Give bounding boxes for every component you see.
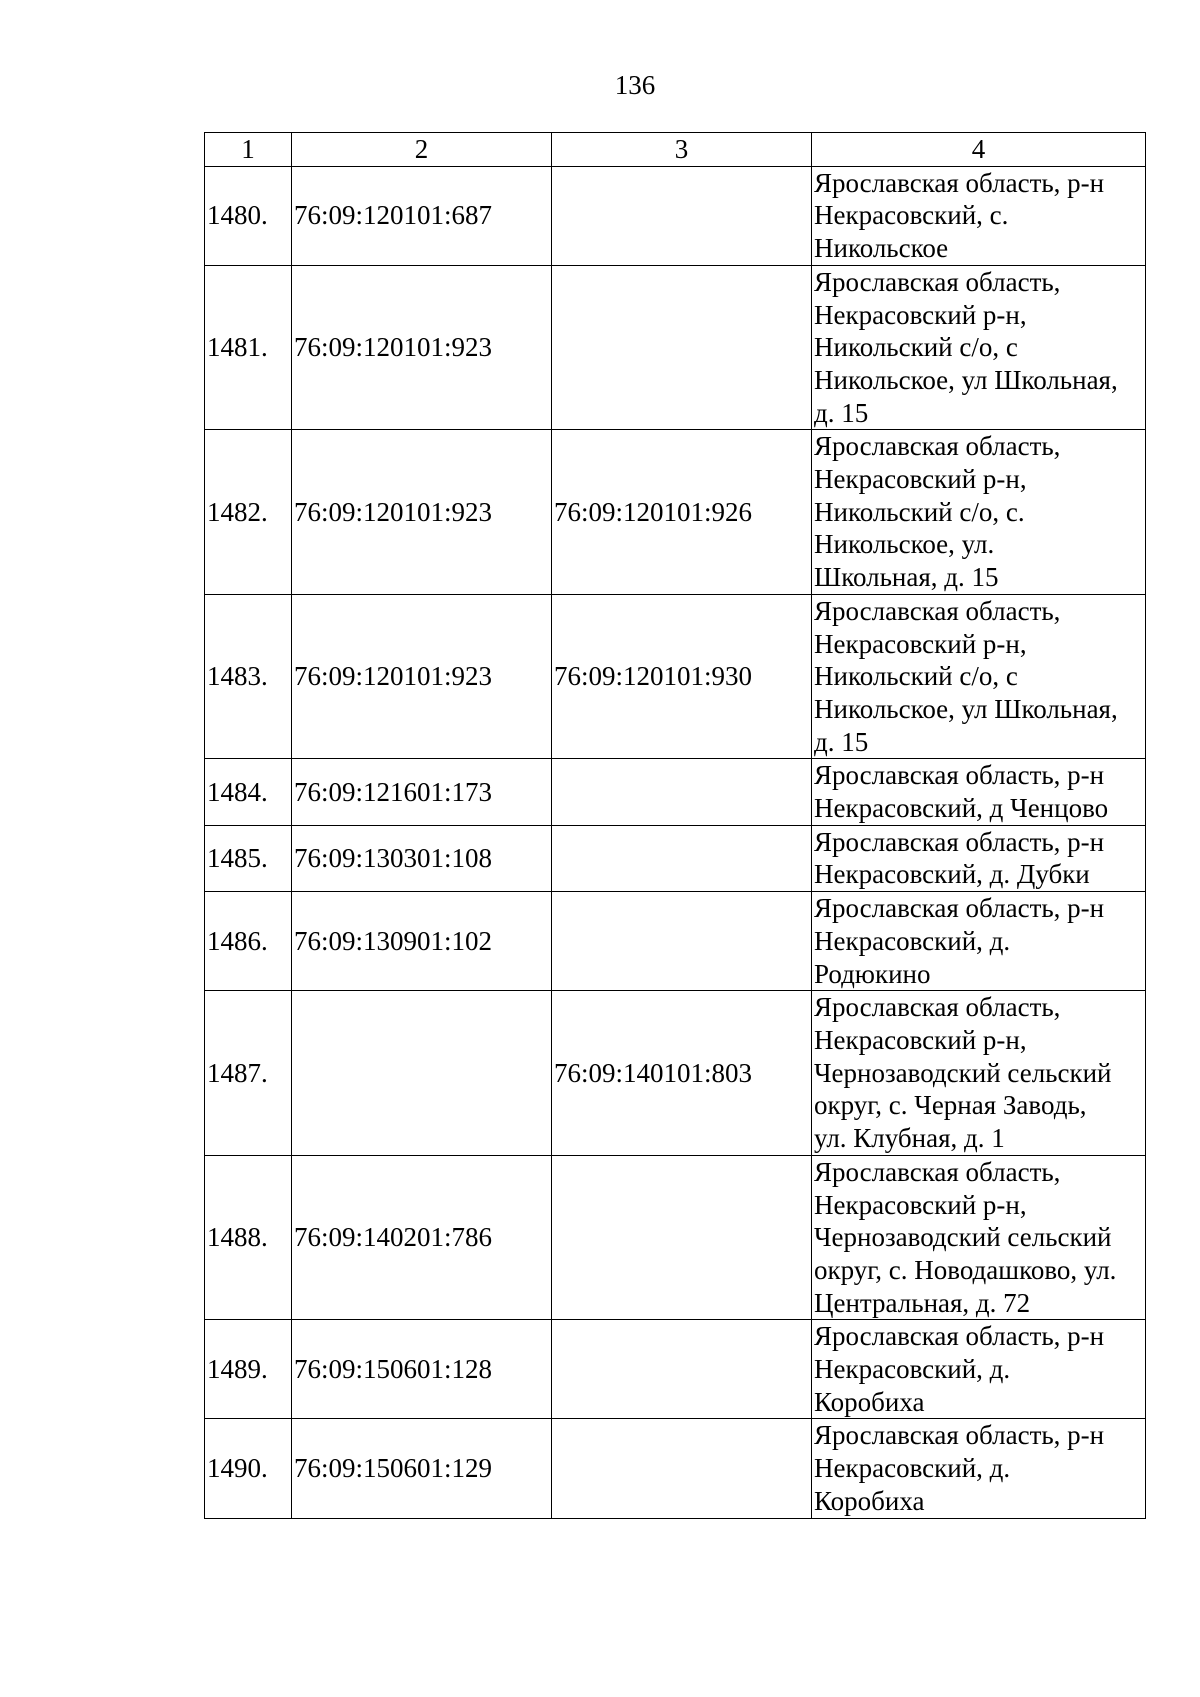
- cadastral-number-cell: 76:09:130301:108: [292, 825, 552, 891]
- address-line: округ, с. Черная Заводь,: [814, 1090, 1087, 1121]
- cadastral-number-cell: 76:09:120101:923: [292, 594, 552, 759]
- address-line: Ярославская область, р-н: [814, 1420, 1105, 1451]
- row-number-cell: 1480.: [205, 166, 292, 265]
- address-line: Чернозаводский сельский: [814, 1057, 1112, 1088]
- table-row: [205, 759, 1146, 825]
- table-row: [205, 430, 1146, 595]
- table-row: [205, 991, 1146, 1156]
- address-line: Чернозаводский сельский: [814, 1222, 1112, 1253]
- address-line: Ярославская область, р-н: [814, 1321, 1105, 1352]
- cadastral-number-cell: 76:09:120101:923: [292, 265, 552, 430]
- address-line: округ, с. Новодашково, ул.: [814, 1254, 1117, 1285]
- address-line: Никольский с/о, с.: [814, 496, 1025, 527]
- row-number-cell: 1482.: [205, 430, 292, 595]
- address-line: д. 15: [814, 397, 869, 428]
- row-number-cell: 1483.: [205, 594, 292, 759]
- address-line: Школьная, д. 15: [814, 562, 999, 593]
- row-number-cell: 1487.: [205, 991, 292, 1156]
- header-cell-1: 1: [205, 133, 292, 167]
- cadastral-number-cell: 76:09:121601:173: [292, 759, 552, 825]
- cadastral-number-cell: 76:09:130901:102: [292, 892, 552, 991]
- address-line: д. 15: [814, 726, 869, 757]
- address-line: Ярославская область, р-н: [814, 893, 1105, 924]
- address-cell: [812, 991, 1146, 1156]
- address-line: ул. Клубная, д. 1: [814, 1123, 1005, 1154]
- address-line: Коробиха: [814, 1485, 925, 1516]
- address-cell: [812, 594, 1146, 759]
- registry-table: [204, 132, 1146, 1519]
- address-cell: [812, 265, 1146, 430]
- table-row: [205, 1419, 1146, 1518]
- address-line: Некрасовский, д Ченцово: [814, 793, 1109, 824]
- row-number-cell: 1485.: [205, 825, 292, 891]
- address-line: Некрасовский, д.: [814, 1453, 1011, 1484]
- address-line: Некрасовский р-н,: [814, 1189, 1027, 1220]
- cadastral-number-cell: [292, 991, 552, 1156]
- address-cell: [812, 430, 1146, 595]
- address-line: Некрасовский, д.: [814, 1354, 1011, 1385]
- related-cadastral-number-cell: 76:09:140101:803: [552, 991, 812, 1156]
- table-row: [205, 825, 1146, 891]
- row-number-cell: 1488.: [205, 1155, 292, 1320]
- address-cell: [812, 759, 1146, 825]
- address-cell: [812, 1320, 1146, 1419]
- address-cell: [812, 1419, 1146, 1518]
- header-cell-3: 3: [552, 133, 812, 167]
- row-number-cell: 1489.: [205, 1320, 292, 1419]
- related-cadastral-number-cell: [552, 1155, 812, 1320]
- address-line: Ярославская область,: [814, 992, 1061, 1023]
- row-number-cell: 1490.: [205, 1419, 292, 1518]
- address-line: Никольский с/о, с: [814, 661, 1018, 692]
- address-line: Некрасовский р-н,: [814, 464, 1027, 495]
- address-line: Ярославская область, р-н: [814, 167, 1105, 198]
- address-line: Ярославская область, р-н: [814, 826, 1105, 857]
- table-row: [205, 594, 1146, 759]
- related-cadastral-number-cell: [552, 759, 812, 825]
- address-line: Некрасовский р-н,: [814, 628, 1027, 659]
- address-line: Некрасовский, д. Дубки: [814, 859, 1090, 890]
- related-cadastral-number-cell: [552, 1320, 812, 1419]
- address-line: Некрасовский, с.: [814, 200, 1009, 231]
- table-row: [205, 265, 1146, 430]
- table-row: [205, 1155, 1146, 1320]
- address-line: Никольское, ул.: [814, 529, 995, 560]
- header-cell-4: 4: [812, 133, 1146, 167]
- page-number: 136: [614, 70, 656, 100]
- row-number-cell: 1481.: [205, 265, 292, 430]
- address-line: Центральная, д. 72: [814, 1287, 1031, 1318]
- address-cell: [812, 166, 1146, 265]
- address-line: Некрасовский, д.: [814, 925, 1011, 956]
- table-row: [205, 1320, 1146, 1419]
- related-cadastral-number-cell: [552, 1419, 812, 1518]
- cadastral-number-cell: 76:09:140201:786: [292, 1155, 552, 1320]
- address-cell: [812, 892, 1146, 991]
- address-line: Ярославская область, р-н: [814, 760, 1105, 791]
- related-cadastral-number-cell: [552, 166, 812, 265]
- related-cadastral-number-cell: 76:09:120101:926: [552, 430, 812, 595]
- address-cell: [812, 825, 1146, 891]
- address-line: Ярославская область,: [814, 1156, 1061, 1187]
- address-line: Некрасовский р-н,: [814, 1024, 1027, 1055]
- table-row: [205, 166, 1146, 265]
- address-line: Ярославская область,: [814, 431, 1061, 462]
- cadastral-number-cell: 76:09:120101:687: [292, 166, 552, 265]
- cadastral-number-cell: 76:09:150601:128: [292, 1320, 552, 1419]
- header-cell-2: 2: [292, 133, 552, 167]
- row-number-cell: 1484.: [205, 759, 292, 825]
- address-line: Коробиха: [814, 1386, 925, 1417]
- address-line: Никольское, ул Школьная,: [814, 693, 1118, 724]
- address-line: Ярославская область,: [814, 266, 1061, 297]
- table-row: [205, 892, 1146, 991]
- address-cell: [812, 1155, 1146, 1320]
- cadastral-number-cell: 76:09:120101:923: [292, 430, 552, 595]
- related-cadastral-number-cell: 76:09:120101:930: [552, 594, 812, 759]
- address-line: Некрасовский р-н,: [814, 299, 1027, 330]
- address-line: Родюкино: [814, 958, 931, 989]
- address-line: Никольское: [814, 233, 949, 264]
- related-cadastral-number-cell: [552, 892, 812, 991]
- related-cadastral-number-cell: [552, 825, 812, 891]
- table-header-row: [205, 133, 1146, 167]
- row-number-cell: 1486.: [205, 892, 292, 991]
- address-line: Никольский с/о, с: [814, 332, 1018, 363]
- cadastral-number-cell: 76:09:150601:129: [292, 1419, 552, 1518]
- address-line: Ярославская область,: [814, 595, 1061, 626]
- address-line: Никольское, ул Школьная,: [814, 364, 1118, 395]
- related-cadastral-number-cell: [552, 265, 812, 430]
